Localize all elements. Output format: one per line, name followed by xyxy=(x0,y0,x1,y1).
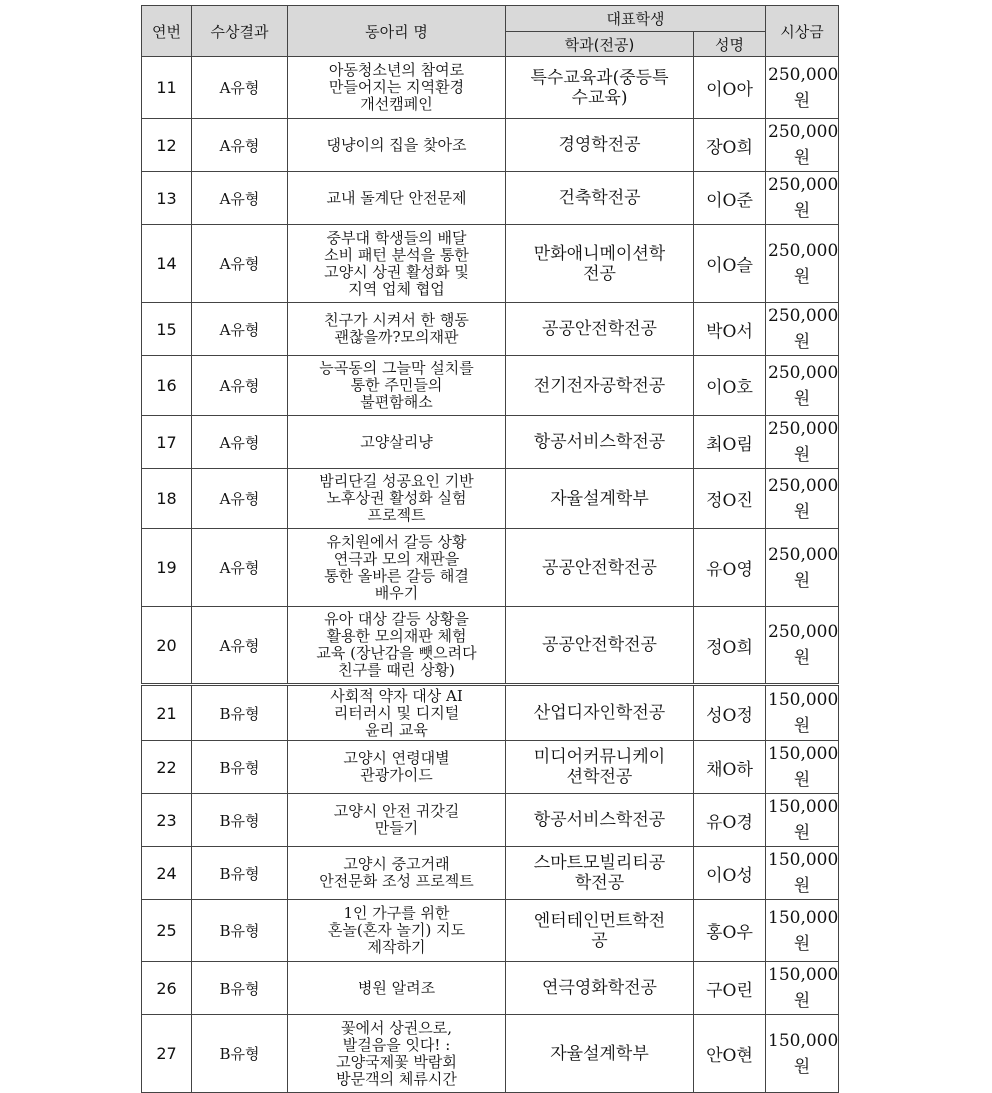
cell-club xyxy=(288,356,506,416)
cell-dept xyxy=(506,469,694,529)
cell-club-line: 교육 (장난감을 뺏으려다 xyxy=(316,644,477,662)
cell-club-line: 꽃에서 상권으로, xyxy=(341,1018,452,1037)
cell-no: 18 xyxy=(142,469,192,529)
cell-prize xyxy=(766,416,839,469)
cell-prize-line: 150,000 xyxy=(768,1030,839,1051)
cell-dept xyxy=(506,685,694,741)
cell-prize-line: 150,000 xyxy=(768,744,839,764)
cell-prize-line: 원 xyxy=(793,388,811,409)
cell-dept-line: 산업디자인학전공 xyxy=(533,703,666,723)
table-row xyxy=(142,356,839,416)
table-row xyxy=(142,685,839,741)
cell-no: 27 xyxy=(142,1015,192,1093)
cell-prize xyxy=(766,303,839,356)
cell-prize-line: 150,000 xyxy=(768,965,839,985)
table-row xyxy=(142,119,839,172)
table-row xyxy=(142,794,839,847)
cell-club xyxy=(288,469,506,529)
cell-club-line: 윤리 교육 xyxy=(365,720,428,739)
header-rep: 대표학생 xyxy=(506,6,766,32)
cell-dept xyxy=(506,900,694,962)
cell-dept xyxy=(506,303,694,356)
cell-club-line: 사회적 약자 대상 AI xyxy=(330,686,463,705)
cell-name: 최O림 xyxy=(694,416,766,469)
header-prize: 시상금 xyxy=(766,6,839,57)
cell-no: 19 xyxy=(142,529,192,607)
cell-dept xyxy=(506,172,694,225)
cell-dept xyxy=(506,416,694,469)
cell-club-line: 고양시 상권 활성화 및 xyxy=(324,262,469,281)
cell-prize-line: 원 xyxy=(793,716,811,736)
cell-result: B유형 xyxy=(192,1015,288,1093)
cell-dept xyxy=(506,847,694,900)
cell-dept-line: 만화애니메이션학 xyxy=(533,243,666,264)
cell-prize-line: 원 xyxy=(793,570,811,591)
cell-club xyxy=(288,685,506,741)
cell-dept xyxy=(506,607,694,685)
cell-name: 이O호 xyxy=(694,356,766,416)
header-name: 성명 xyxy=(694,32,766,57)
cell-prize xyxy=(766,607,839,685)
cell-club-line: 유아 대상 갈등 상황을 xyxy=(324,610,469,628)
cell-club-line: 활용한 모의재판 체험 xyxy=(326,627,467,645)
cell-dept-line: 자율설계학부 xyxy=(550,1043,649,1064)
cell-prize-line: 원 xyxy=(793,1056,811,1077)
cell-prize-line: 원 xyxy=(793,876,811,896)
cell-dept-line: 전기전자공학전공 xyxy=(533,375,666,396)
cell-prize-line: 원 xyxy=(793,648,811,668)
cell-name: 홍O우 xyxy=(694,900,766,962)
cell-prize-line: 250,000 xyxy=(768,175,839,195)
cell-no: 21 xyxy=(142,685,192,741)
cell-name: 정O희 xyxy=(694,607,766,685)
cell-club-line: 혼놀(혼자 놀기) 지도 xyxy=(327,921,466,939)
cell-club-line: 만들기 xyxy=(374,819,419,837)
cell-no: 22 xyxy=(142,741,192,794)
cell-club-line: 통한 올바른 갈등 해결 xyxy=(324,566,469,585)
cell-dept-line: 항공서비스학전공 xyxy=(533,432,666,452)
cell-club-line: 안전문화 조성 프로젝트 xyxy=(319,872,474,890)
cell-club-line: 개선캠페인 xyxy=(360,95,433,113)
cell-result: B유형 xyxy=(192,847,288,900)
cell-dept-line: 건축학전공 xyxy=(558,188,641,208)
cell-name: 장O희 xyxy=(694,119,766,172)
cell-dept xyxy=(506,119,694,172)
cell-club-line: 친구를 때린 상황) xyxy=(338,661,455,679)
cell-result: A유형 xyxy=(192,356,288,416)
cell-prize xyxy=(766,741,839,794)
cell-dept xyxy=(506,962,694,1015)
cell-club-line: 리터러시 및 디지털 xyxy=(333,703,460,722)
cell-club-line: 연극과 모의 재판을 xyxy=(333,549,460,568)
cell-result: A유형 xyxy=(192,303,288,356)
cell-club-line: 관광가이드 xyxy=(360,766,433,784)
cell-result: A유형 xyxy=(192,57,288,119)
cell-no: 17 xyxy=(142,416,192,469)
cell-dept xyxy=(506,1015,694,1093)
cell-club-line: 노후상권 활성화 실험 xyxy=(326,489,467,507)
cell-prize-line: 250,000 xyxy=(768,475,839,496)
cell-dept xyxy=(506,741,694,794)
cell-dept-line: 항공서비스학전공 xyxy=(533,810,666,830)
cell-club xyxy=(288,119,506,172)
table-row xyxy=(142,847,839,900)
cell-result: B유형 xyxy=(192,794,288,847)
cell-club xyxy=(288,416,506,469)
cell-result: A유형 xyxy=(192,469,288,529)
table-row xyxy=(142,57,839,119)
cell-club-line: 고양시 중고거래 xyxy=(343,855,450,873)
cell-prize xyxy=(766,172,839,225)
cell-prize-line: 150,000 xyxy=(768,907,839,928)
cell-prize-line: 250,000 xyxy=(768,64,839,85)
table-row xyxy=(142,741,839,794)
cell-prize xyxy=(766,962,839,1015)
cell-dept-line: 특수교육과(중등특 xyxy=(530,67,669,88)
cell-prize-line: 원 xyxy=(793,148,811,168)
cell-no: 25 xyxy=(142,900,192,962)
cell-prize-line: 원 xyxy=(793,991,811,1011)
cell-result: A유형 xyxy=(192,119,288,172)
table-row xyxy=(142,416,839,469)
cell-prize-line: 원 xyxy=(793,823,811,843)
cell-club-line: 고양시 연령대별 xyxy=(343,749,450,767)
cell-prize-line: 원 xyxy=(793,201,811,221)
table-row xyxy=(142,900,839,962)
cell-club xyxy=(288,607,506,685)
cell-club-line: 교내 돌계단 안전문제 xyxy=(326,188,467,207)
cell-dept xyxy=(506,529,694,607)
cell-dept xyxy=(506,57,694,119)
cell-club xyxy=(288,962,506,1015)
cell-dept-line: 엔터테인먼트학전 xyxy=(533,910,666,931)
table-body xyxy=(142,57,839,1093)
cell-club-line: 1인 가구를 위한 xyxy=(343,904,450,922)
cell-name: 이O슬 xyxy=(694,225,766,303)
cell-club xyxy=(288,741,506,794)
cell-prize xyxy=(766,685,839,741)
cell-prize xyxy=(766,225,839,303)
cell-name: 이O준 xyxy=(694,172,766,225)
cell-dept-line: 학전공 xyxy=(574,873,625,893)
cell-no: 14 xyxy=(142,225,192,303)
cell-club-line: 소비 패턴 분석을 통한 xyxy=(324,245,469,264)
cell-club-line: 고양살리냥 xyxy=(360,432,433,451)
cell-club-line: 유치원에서 갈등 상황 xyxy=(326,532,467,551)
table-row xyxy=(142,172,839,225)
cell-no: 11 xyxy=(142,57,192,119)
cell-no: 16 xyxy=(142,356,192,416)
cell-club-line: 괜찮을까?모의재판 xyxy=(334,328,459,346)
cell-result: A유형 xyxy=(192,529,288,607)
table-row xyxy=(142,962,839,1015)
cell-result: B유형 xyxy=(192,685,288,741)
header-club: 동아리 명 xyxy=(288,6,506,57)
cell-no: 13 xyxy=(142,172,192,225)
cell-club-line: 중부대 학생들의 배달 xyxy=(326,228,467,247)
cell-club-line: 배우기 xyxy=(374,583,419,602)
table-row xyxy=(142,529,839,607)
cell-club xyxy=(288,303,506,356)
cell-prize-line: 250,000 xyxy=(768,362,839,383)
cell-prize-line: 250,000 xyxy=(768,306,839,326)
cell-dept-line: 공 xyxy=(591,930,608,951)
award-table xyxy=(141,5,839,1093)
cell-prize xyxy=(766,57,839,119)
cell-no: 23 xyxy=(142,794,192,847)
cell-prize xyxy=(766,469,839,529)
cell-prize-line: 원 xyxy=(793,266,811,287)
cell-name: 구O린 xyxy=(694,962,766,1015)
cell-club-line: 밤리단길 성공요인 기반 xyxy=(319,472,474,490)
cell-club-line: 통한 주민들의 xyxy=(350,376,443,394)
cell-dept xyxy=(506,225,694,303)
cell-prize xyxy=(766,356,839,416)
table-row xyxy=(142,1015,839,1093)
cell-dept-line: 공공안전학전공 xyxy=(542,557,657,578)
cell-dept-line: 스마트모빌리티공 xyxy=(533,853,666,873)
header-result: 수상결과 xyxy=(192,6,288,57)
cell-club-line: 병원 알려조 xyxy=(357,978,436,997)
cell-club xyxy=(288,794,506,847)
cell-prize-line: 250,000 xyxy=(768,122,839,142)
cell-prize xyxy=(766,900,839,962)
cell-prize-line: 원 xyxy=(793,445,811,465)
cell-name: 박O서 xyxy=(694,303,766,356)
cell-result: A유형 xyxy=(192,225,288,303)
cell-result: B유형 xyxy=(192,741,288,794)
cell-dept-line: 션학전공 xyxy=(566,767,633,787)
cell-club-line: 불편함해소 xyxy=(360,393,433,411)
cell-club-line: 능곡동의 그늘막 설치를 xyxy=(319,359,474,377)
cell-name: 성O정 xyxy=(694,685,766,741)
cell-name: 이O성 xyxy=(694,847,766,900)
cell-club-line: 제작하기 xyxy=(367,938,426,956)
cell-club-line: 고양국제꽃 박람회 xyxy=(336,1052,457,1071)
cell-prize xyxy=(766,847,839,900)
cell-club-line: 지역 업체 협업 xyxy=(348,279,445,298)
cell-dept-line: 전공 xyxy=(583,263,616,284)
cell-prize-line: 원 xyxy=(793,770,811,790)
cell-prize-line: 250,000 xyxy=(768,240,839,261)
cell-result: A유형 xyxy=(192,607,288,685)
cell-club-line: 댕냥이의 집을 찾아조 xyxy=(326,135,467,154)
cell-prize xyxy=(766,794,839,847)
header-dept: 학과(전공) xyxy=(506,32,694,57)
cell-no: 15 xyxy=(142,303,192,356)
cell-dept-line: 공공안전학전공 xyxy=(542,319,657,339)
cell-club xyxy=(288,900,506,962)
table-row xyxy=(142,303,839,356)
cell-club-line: 만들어지는 지역환경 xyxy=(328,78,465,96)
cell-name: 안O현 xyxy=(694,1015,766,1093)
cell-club xyxy=(288,529,506,607)
cell-club-line: 아동청소년의 참여로 xyxy=(328,61,465,79)
cell-result: A유형 xyxy=(192,416,288,469)
cell-dept-line: 연극영화학전공 xyxy=(542,978,657,998)
cell-dept-line: 경영학전공 xyxy=(558,135,641,155)
cell-result: B유형 xyxy=(192,900,288,962)
cell-result: A유형 xyxy=(192,172,288,225)
cell-club xyxy=(288,225,506,303)
cell-no: 26 xyxy=(142,962,192,1015)
cell-dept xyxy=(506,794,694,847)
cell-prize-line: 250,000 xyxy=(768,622,839,642)
cell-name: 이O아 xyxy=(694,57,766,119)
cell-dept-line: 수교육) xyxy=(571,87,628,108)
cell-prize xyxy=(766,119,839,172)
cell-dept-line: 공공안전학전공 xyxy=(542,635,657,655)
cell-club xyxy=(288,172,506,225)
cell-result: B유형 xyxy=(192,962,288,1015)
table-row xyxy=(142,469,839,529)
cell-dept-line: 자율설계학부 xyxy=(550,488,649,509)
cell-prize-line: 150,000 xyxy=(768,797,839,817)
cell-club xyxy=(288,847,506,900)
cell-dept-line: 미디어커뮤니케이 xyxy=(533,747,666,767)
cell-prize xyxy=(766,529,839,607)
cell-club xyxy=(288,1015,506,1093)
cell-prize-line: 원 xyxy=(793,933,811,954)
cell-name: 채O하 xyxy=(694,741,766,794)
cell-club-line: 발걸음을 잇다! : xyxy=(342,1035,451,1054)
cell-prize-line: 150,000 xyxy=(768,850,839,870)
table-row xyxy=(142,607,839,685)
cell-prize-line: 250,000 xyxy=(768,544,839,565)
cell-no: 20 xyxy=(142,607,192,685)
cell-club-line: 친구가 시켜서 한 행동 xyxy=(324,311,469,329)
cell-prize-line: 원 xyxy=(793,90,811,111)
cell-name: 유O경 xyxy=(694,794,766,847)
cell-prize xyxy=(766,1015,839,1093)
cell-dept xyxy=(506,356,694,416)
cell-club-line: 프로젝트 xyxy=(367,506,426,524)
cell-no: 12 xyxy=(142,119,192,172)
cell-no: 24 xyxy=(142,847,192,900)
cell-club-line: 방문객의 체류시간 xyxy=(336,1069,457,1088)
cell-prize-line: 원 xyxy=(793,332,811,352)
cell-name: 유O영 xyxy=(694,529,766,607)
table-row xyxy=(142,225,839,303)
cell-club-line: 고양시 안전 귀갓길 xyxy=(333,802,460,820)
cell-club xyxy=(288,57,506,119)
cell-prize-line: 원 xyxy=(793,501,811,522)
header-no: 연번 xyxy=(142,6,192,57)
cell-prize-line: 150,000 xyxy=(768,690,839,710)
cell-name: 정O진 xyxy=(694,469,766,529)
cell-prize-line: 250,000 xyxy=(768,419,839,439)
